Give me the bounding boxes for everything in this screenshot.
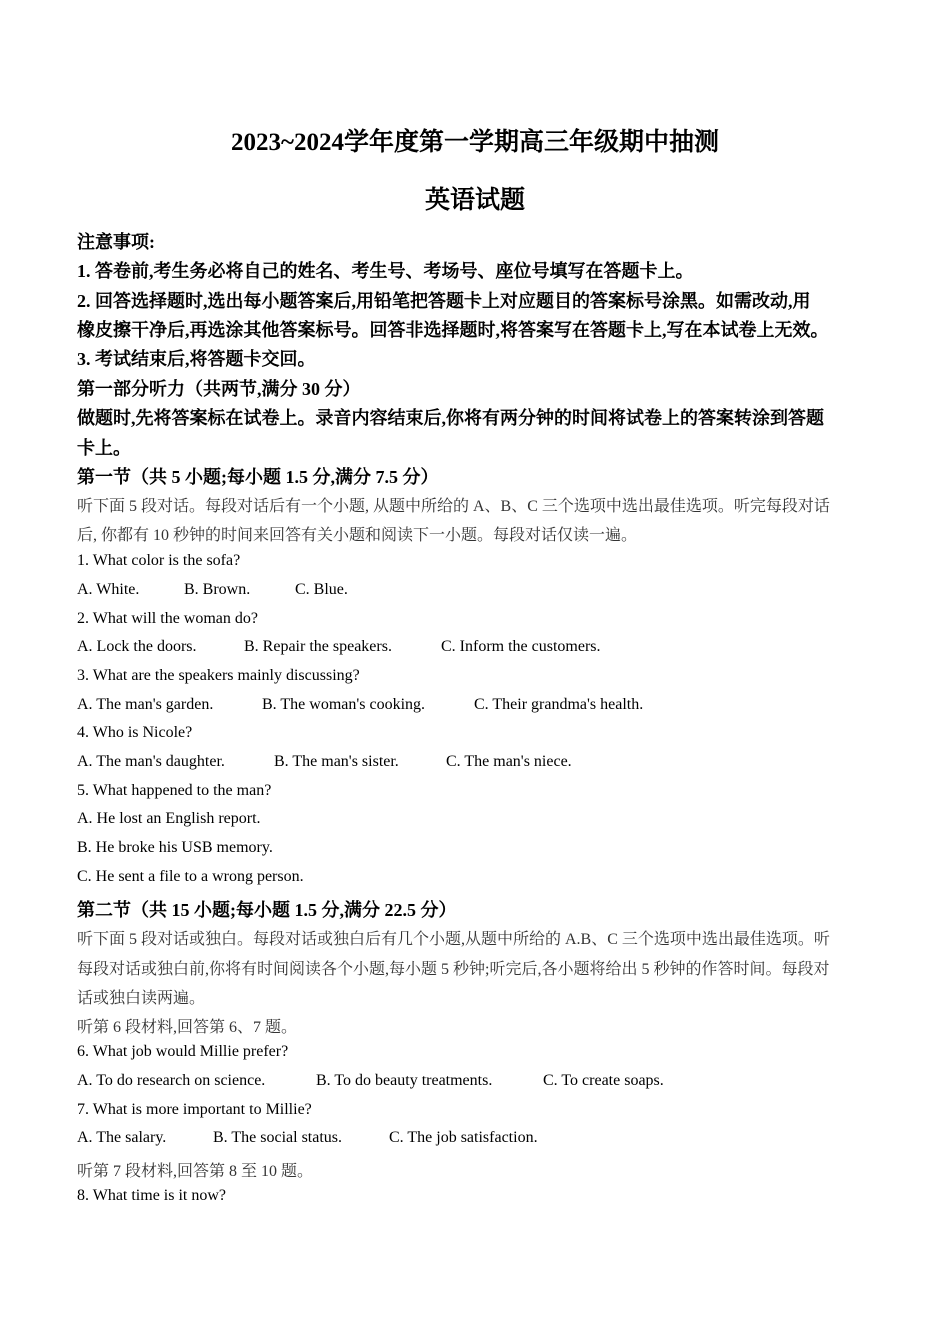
question-6-options bbox=[77, 1072, 664, 1090]
option-b: B. Repair the speakers. bbox=[244, 638, 392, 655]
question-2-stem: 2. What will the woman do? bbox=[77, 610, 258, 627]
option-a: A. To do research on science. bbox=[77, 1072, 266, 1089]
section2-instruction-line-1: 听下面 5 段对话或独白。每段对话或独白后有几个小题,从题中所给的 A.B、C 三个选项中选出最佳选项。听 bbox=[77, 931, 830, 948]
notice-heading: 注意事项: bbox=[77, 232, 155, 252]
option-b: B. The social status. bbox=[213, 1129, 343, 1146]
question-3-options bbox=[77, 696, 643, 714]
question-5-option-c: C. He sent a file to a wrong person. bbox=[77, 868, 304, 885]
page-title: 2023~2024学年度第一学期高三年级期中抽测 bbox=[230, 129, 719, 156]
question-5-option-a: A. He lost an English report. bbox=[77, 810, 261, 827]
option-c: C. The man's niece. bbox=[446, 753, 572, 770]
question-5-stem: 5. What happened to the man? bbox=[77, 782, 272, 799]
section2-instruction-line-3: 话或独白读两遍。 bbox=[77, 990, 206, 1007]
question-3-stem: 3. What are the speakers mainly discussing? bbox=[77, 667, 360, 684]
option-c: C. To create soaps. bbox=[543, 1072, 664, 1089]
part1-instruction-line-1: 做题时,先将答案标在试卷上。录音内容结束后,你将有两分钟的时间将试卷上的答案转涂到答题 bbox=[77, 408, 824, 428]
option-a: A. The man's daughter. bbox=[77, 753, 225, 770]
question-7-options bbox=[77, 1129, 538, 1147]
part1-instruction-line-2: 卡上。 bbox=[77, 438, 131, 458]
section1-instruction-line-2: 后, 你都有 10 秒钟的时间来回答有关小题和阅读下一小题。每段对话仅读一遍。 bbox=[77, 527, 638, 544]
option-b: B. To do beauty treatments. bbox=[316, 1072, 493, 1089]
option-a: A. The man's garden. bbox=[77, 696, 214, 713]
question-5-option-b: B. He broke his USB memory. bbox=[77, 839, 273, 856]
option-c: C. The job satisfaction. bbox=[389, 1129, 538, 1146]
question-1-options bbox=[77, 581, 348, 599]
option-b: B. Brown. bbox=[184, 581, 251, 598]
material-7-note: 听第 7 段材料,回答第 8 至 10 题。 bbox=[77, 1163, 314, 1180]
question-6-stem: 6. What job would Millie prefer? bbox=[77, 1043, 289, 1060]
part1-heading: 第一部分听力（共两节,满分 30 分） bbox=[77, 379, 361, 399]
notice-item-2-line-2: 橡皮擦干净后,再选涂其他答案标号。回答非选择题时,将答案写在答题卡上,写在本试卷上无效。 bbox=[77, 320, 829, 340]
section2-heading: 第二节（共 15 小题;每小题 1.5 分,满分 22.5 分） bbox=[77, 900, 457, 920]
question-1-stem: 1. What color is the sofa? bbox=[77, 552, 241, 569]
notice-item-2-line-1: 2. 回答选择题时,选出每小题答案后,用铅笔把答题卡上对应题目的答案标号涂黑。如需改动,用 bbox=[77, 291, 811, 311]
option-c: C. Blue. bbox=[295, 581, 348, 598]
option-c: C. Inform the customers. bbox=[441, 638, 601, 655]
option-c: C. Their grandma's health. bbox=[474, 696, 644, 713]
option-a: A. The salary. bbox=[77, 1129, 167, 1146]
question-4-options bbox=[77, 753, 572, 771]
option-a: A. White. bbox=[77, 581, 140, 598]
material-6-note: 听第 6 段材料,回答第 6、7 题。 bbox=[77, 1019, 298, 1036]
option-a: A. Lock the doors. bbox=[77, 638, 197, 655]
option-b: B. The man's sister. bbox=[274, 753, 399, 770]
notice-item-3: 3. 考试结束后,将答题卡交回。 bbox=[77, 349, 316, 369]
notice-item-1: 1. 答卷前,考生务必将自己的姓名、考生号、考场号、座位号填写在答题卡上。 bbox=[77, 261, 694, 281]
question-7-stem: 7. What is more important to Millie? bbox=[77, 1101, 312, 1118]
section1-heading: 第一节（共 5 小题;每小题 1.5 分,满分 7.5 分） bbox=[77, 467, 439, 487]
section2-instruction-line-2: 每段对话或独白前,你将有时间阅读各个小题,每小题 5 秒钟;听完后,各小题将给出 5 秒钟的作答时间。每段对 bbox=[77, 961, 830, 978]
page-subtitle: 英语试题 bbox=[424, 187, 525, 214]
question-4-stem: 4. Who is Nicole? bbox=[77, 724, 193, 741]
section1-instruction-line-1: 听下面 5 段对话。每段对话后有一个小题, 从题中所给的 A、B、C 三个选项中选出最佳选项。听完每段对话 bbox=[77, 498, 830, 515]
question-8-stem: 8. What time is it now? bbox=[77, 1187, 227, 1204]
question-2-options bbox=[77, 638, 601, 656]
option-b: B. The woman's cooking. bbox=[262, 696, 426, 713]
